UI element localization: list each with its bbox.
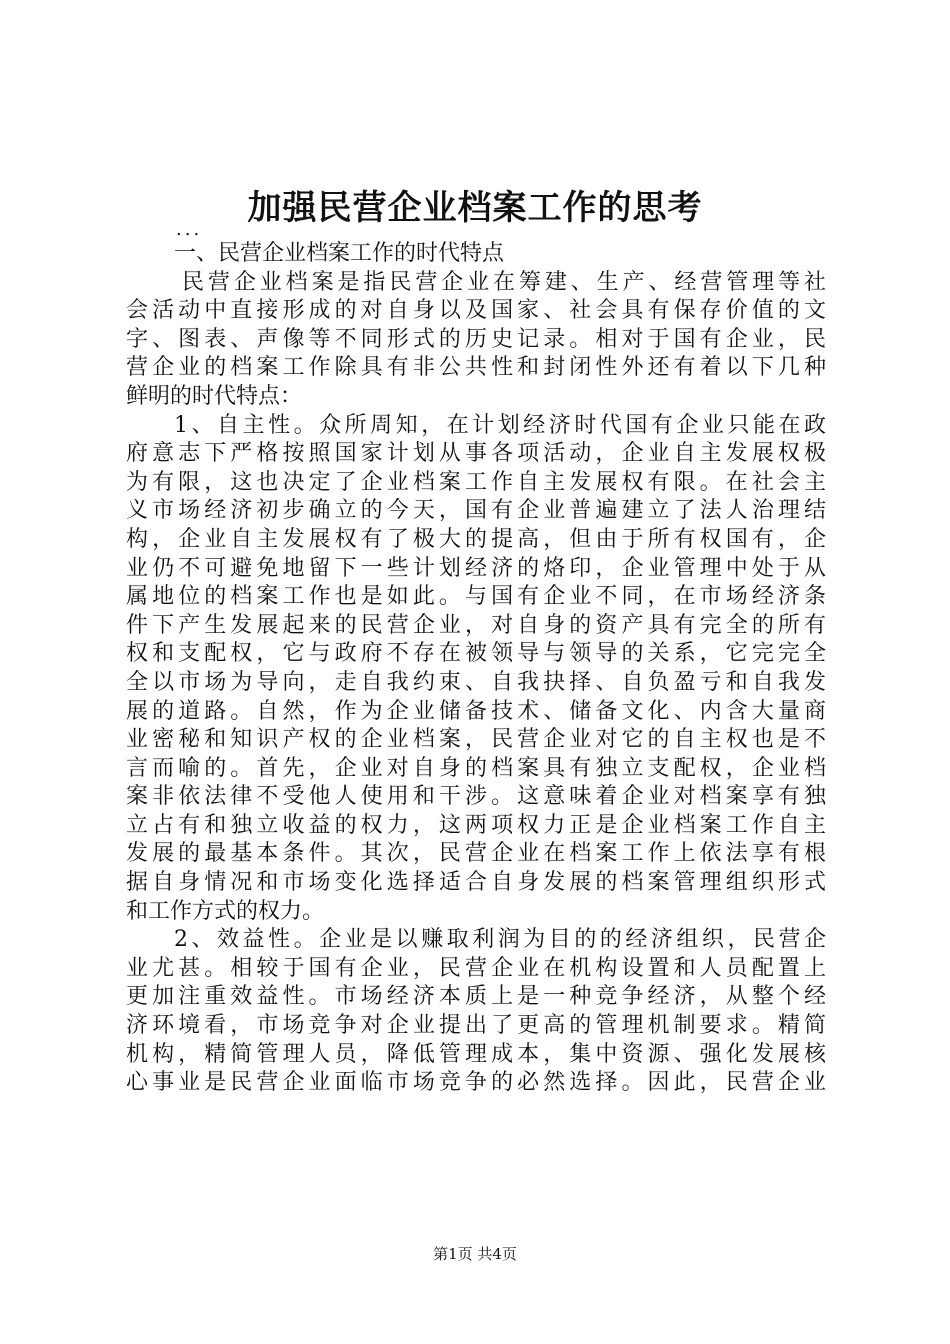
paragraph-line: 字、图表、声像等不同形式的历史记录。相对于国有企业，民	[126, 326, 826, 352]
ellipsis-marker: ...	[176, 219, 203, 240]
document-title: 加强民营企业档案工作的思考	[247, 188, 703, 228]
paragraph-line: 全以市场为导向，走自我约束、自我抉择、自负盈亏和自我发	[126, 669, 826, 695]
paragraph-line: 和工作方式的权力。	[126, 898, 325, 924]
paragraph-line: 府意志下严格按照国家计划从事各项活动，企业自主发展权极	[126, 441, 826, 467]
paragraph-line: 义市场经济初步确立的今天，国有企业普遍建立了法人治理结	[126, 498, 826, 524]
paragraph-line: 业仍不可避免地留下一些计划经济的烙印，企业管理中处于从	[126, 555, 826, 581]
page-footer: 第1页 共4页	[433, 1245, 517, 1263]
paragraph-line: 为有限，这也决定了企业档案工作自主发展权有限。在社会主	[126, 469, 826, 495]
paragraph-line: 业尤甚。相较于国有企业，民营企业在机构设置和人员配置上	[126, 955, 826, 981]
document-body	[126, 240, 826, 1098]
paragraph-line: 权和支配权，它与政府不存在被领导与领导的关系，它完完全	[126, 641, 826, 667]
paragraph-line: 会活动中直接形成的对自身以及国家、社会具有保存价值的文	[126, 298, 826, 324]
paragraph-line: 言而喻的。首先，企业对自身的档案具有独立支配权，企业档	[126, 755, 826, 781]
paragraph-line: 业密秘和知识产权的企业档案，民营企业对它的自主权也是不	[126, 727, 826, 753]
paragraph-line: 1、自主性。众所周知，在计划经济时代国有企业只能在政	[174, 412, 826, 438]
paragraph-line: 心事业是民营企业面临市场竞争的必然选择。因此，民营企业	[126, 1070, 826, 1096]
paragraph-line: 营企业的档案工作除具有非公共性和封闭性外还有着以下几种	[126, 355, 826, 381]
paragraph-line: 更加注重效益性。市场经济本质上是一种竞争经济，从整个经	[126, 984, 826, 1010]
paragraph-line: 鲜明的时代特点：	[126, 383, 303, 409]
paragraph-line: 属地位的档案工作也是如此。与国有企业不同，在市场经济条	[126, 584, 826, 610]
paragraph-line: 机构，精简管理人员，降低管理成本，集中资源、强化发展核	[126, 1041, 826, 1067]
paragraph-line: 件下产生发展起来的民营企业，对自身的资产具有完全的所有	[126, 612, 826, 638]
section-heading: 一、民营企业档案工作的时代特点	[174, 241, 505, 266]
paragraph-line: 展的道路。自然，作为企业储备技术、储备文化、内含大量商	[126, 698, 826, 724]
paragraph-line: 据自身情况和市场变化选择适合自身发展的档案管理组织形式	[126, 870, 826, 896]
paragraph-line: 构，企业自主发展权有了极大的提高，但由于所有权国有，企	[126, 526, 826, 552]
paragraph-line: 民营企业档案是指民营企业在筹建、生产、经营管理等社	[182, 269, 826, 295]
paragraph-line: 案非依法律不受他人使用和干涉。这意味着企业对档案享有独	[126, 784, 826, 810]
paragraph-line: 立占有和独立收益的权力，这两项权力正是企业档案工作自主	[126, 812, 826, 838]
paragraph-line: 2、效益性。企业是以赚取利润为目的的经济组织，民营企	[174, 927, 826, 953]
paragraph-line: 发展的最基本条件。其次，民营企业在档案工作上依法享有根	[126, 841, 826, 867]
paragraph-line: 济环境看，市场竞争对企业提出了更高的管理机制要求。精简	[126, 1013, 826, 1039]
